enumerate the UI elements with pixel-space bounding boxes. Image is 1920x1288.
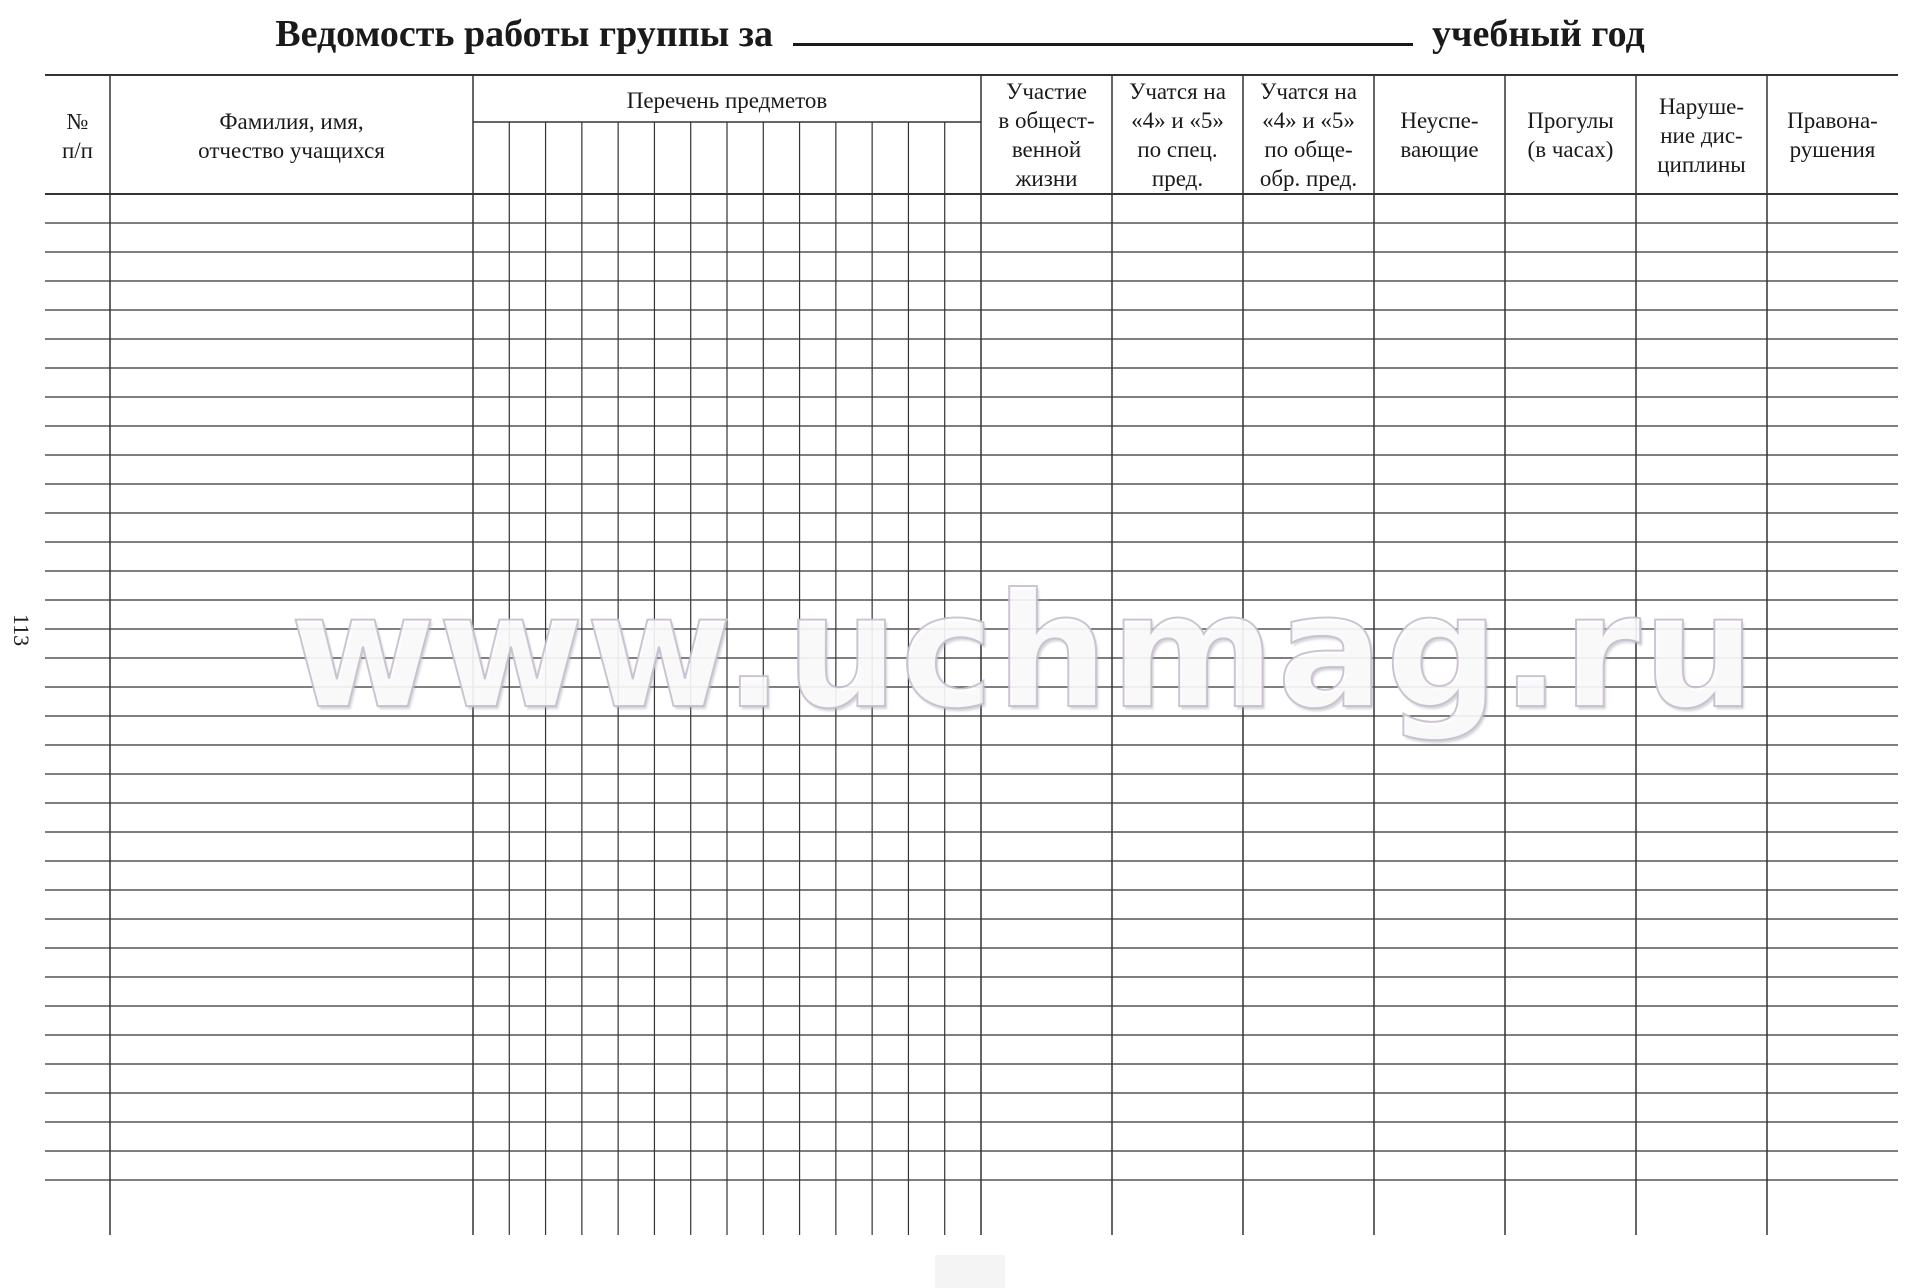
header-num: № п/п xyxy=(61,109,93,163)
header-subjects: Перечень предметов xyxy=(626,87,828,113)
header-name: Фамилия, имя, отчество учащихся xyxy=(198,109,385,163)
page-number: 113 xyxy=(9,613,34,647)
header-good-general: Учатся на «4» и «5» по обще- обр. пред. xyxy=(1259,79,1358,191)
header-good-special: Учатся на «4» и «5» по спец. пред. xyxy=(1129,79,1226,191)
watermark: www.uchmag.ru xyxy=(290,560,1758,744)
title-suffix: учебный год xyxy=(1432,13,1645,55)
header-discipline: Наруше- ние дис- циплины xyxy=(1657,93,1746,177)
header-offenses: Правона- рушения xyxy=(1787,108,1878,162)
title-prefix: Ведомость работы группы за xyxy=(275,13,774,55)
header-participation: Участие в общест- венной жизни xyxy=(998,79,1095,191)
scan-artifact xyxy=(935,1255,1005,1288)
header-failing: Неуспе- вающие xyxy=(1400,108,1479,162)
header-absences: Прогулы (в часах) xyxy=(1527,108,1614,162)
